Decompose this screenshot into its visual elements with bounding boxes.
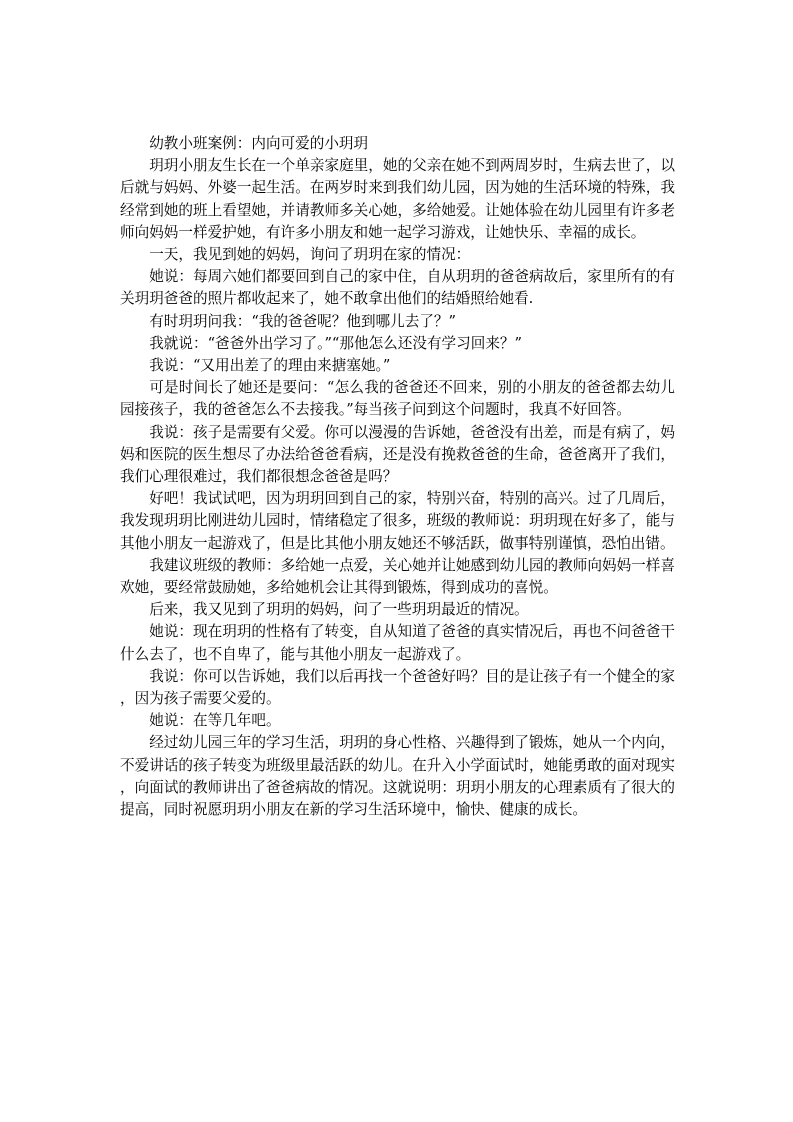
paragraph-14: 她说：在等几年吧。 <box>149 712 281 730</box>
paragraph-8: 我说：孩子是需要有父爱。你可以漫漫的告诉她，爸爸没有出差，而是有病了，妈妈和医院的医生想尽了办法给爸爸看病，还是没有挽救爸爸的生命，爸爸离开了我们，我们心理很难过，我们都很想念爸爸是吗？ <box>120 423 675 486</box>
paragraph-5: 我就说：“爸爸外出学习了。”“那他怎么还没有学习回来？” <box>149 334 522 352</box>
paragraph-6: 我说：“又用出差了的理由来搪塞她。” <box>149 357 391 375</box>
paragraph-12: 她说：现在玥玥的性格有了转变，自从知道了爸爸的真实情况后，再也不问爸爸干什么去了，也不自卑了，能与其他小朋友一起游戏了。 <box>120 623 675 663</box>
paragraph-9: 好吧！我试试吧，因为玥玥回到自己的家，特别兴奋，特别的高兴。过了几周后，我发现玥玥比刚进幼儿园时，情绪稳定了很多，班级的教师说：玥玥现在好多了，能与其他小朋友一起游戏了，但是比其他小朋友她还不够活跃，做事特别谨慎，恐怕出错。 <box>120 490 675 552</box>
paragraph-7: 可是时间长了她还是要问：“怎么我的爸爸还不回来，别的小朋友的爸爸都去幼儿园接孩子，我的爸爸怎么不去接我。”每当孩子问到这个问题时，我真不好回答。 <box>120 379 675 419</box>
document-body <box>120 133 675 821</box>
paragraph-15: 经过幼儿园三年的学习生活，玥玥的身心性格、兴趣得到了锻炼，她从一个内向，不爱讲话的孩子转变为班级里最活跃的幼儿。在升入小学面试时，她能勇敢的面对现实，向面试的教师讲出了爸爸病故的情况。这就说明：玥玥小朋友的心理素质有了很大的提高，同时祝愿玥玥小朋友在新的学习生活环境中，愉快、健康的成长。 <box>120 734 675 819</box>
paragraph-3: 她说：每周六她们都要回到自己的家中住，自从玥玥的爸爸病故后，家里所有的有关玥玥爸爸的照片都收起来了，她不敢拿出他们的结婚照给她看. <box>120 268 675 308</box>
paragraph-1: 玥玥小朋友生长在一个单亲家庭里，她的父亲在她不到两周岁时，生病去世了，以后就与妈妈、外婆一起生活。在两岁时来到我们幼儿园，因为她的生活环境的特殊，我经常到她的班上看望她，并请教师多关心她，多给她爱。让她体验在幼儿园里有许多老师向妈妈一样爱护她，有许多小朋友和她一起学习游戏，让她快乐、幸福的成长。 <box>120 157 675 241</box>
paragraph-4: 有时玥玥问我：“我的爸爸呢？他到哪儿去了？” <box>149 312 456 330</box>
paragraph-10: 我建议班级的教师：多给她一点爱，关心她并让她感到幼儿园的教师向妈妈一样喜欢她，要经常鼓励她，多给她机会让其得到锻炼，得到成功的喜悦。 <box>120 556 675 597</box>
paragraph-13: 我说：你可以告诉她，我们以后再找一个爸爸好吗？目的是让孩子有一个健全的家，因为孩子需要父爱的。 <box>120 667 675 708</box>
paragraph-11: 后来，我又见到了玥玥的妈妈，问了一些玥玥最近的情况。 <box>149 601 529 619</box>
paragraph-2: 一天，我见到她的妈妈，询问了玥玥在家的情况： <box>149 246 471 264</box>
document-title: 幼教小班案例：内向可爱的小玥玥 <box>149 135 369 152</box>
